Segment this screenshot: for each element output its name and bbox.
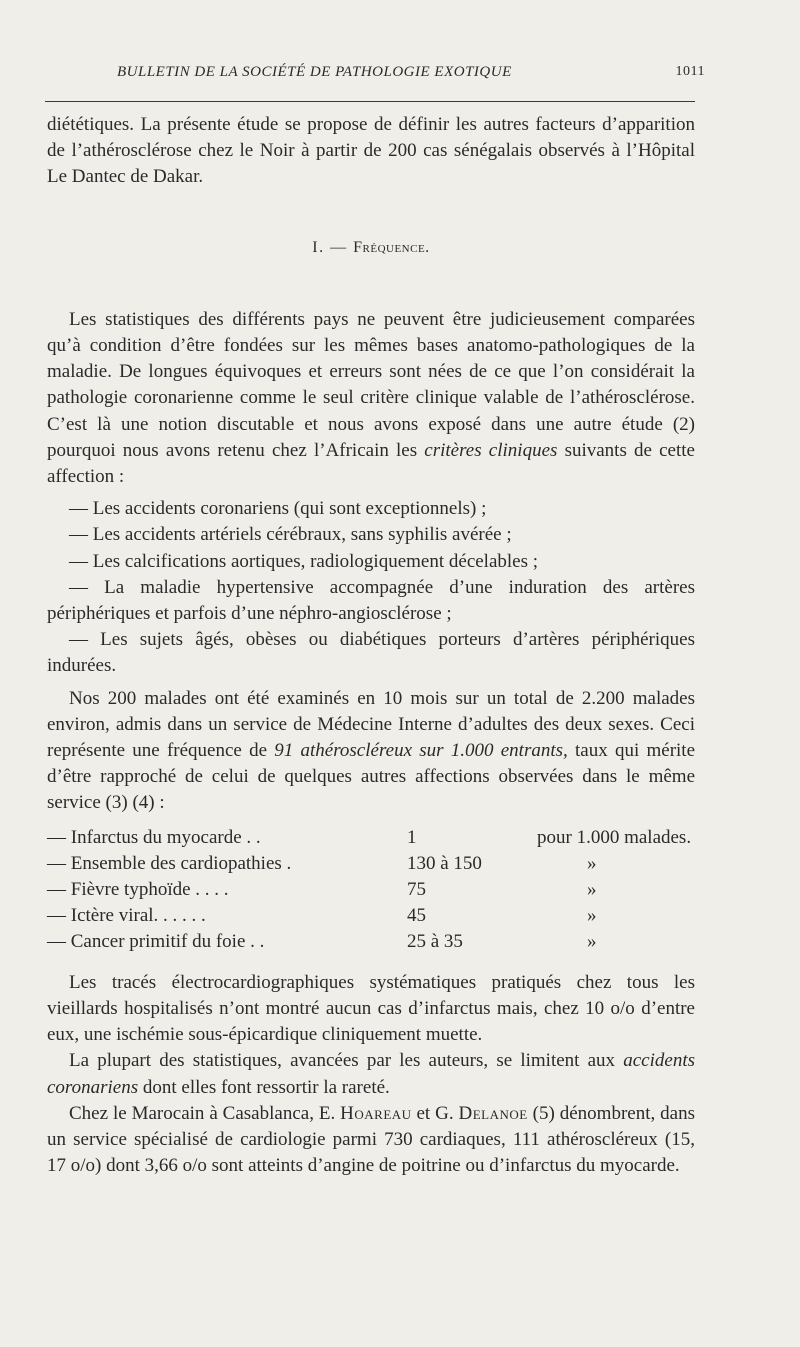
table-cell-unit: » — [587, 931, 597, 953]
table-cell-value: 75 — [407, 879, 426, 901]
emphasis-text: 91 athéroscléreux sur 1.000 entrants, — [274, 740, 568, 762]
table-cell-unit: » — [587, 879, 597, 901]
paragraph-statistics — [47, 1048, 695, 1100]
frequency-table — [47, 825, 695, 956]
table-row — [47, 903, 695, 929]
paragraph-continuation: diététiques. La présente étude se propose de définir les autres facteurs d’apparition de l’athérosclérose chez le Noir à partir de 200 cas sénégalais observés à l’Hôpital Le Dantec de Dakar. — [47, 114, 695, 188]
emphasis-text: accidents coronariens — [47, 1050, 695, 1098]
running-title: BULLETIN DE LA SOCIÉTÉ DE PATHOLOGIE EXOTIQUE — [117, 64, 512, 80]
paragraph-text: La plupart des statistiques, avancées par les auteurs, se limitent aux — [69, 1050, 624, 1072]
table-cell-label: — Ictère viral. . . . . . — [47, 905, 206, 927]
paragraph-text: taux qui mérite d’être rapproché de celui de quelques autres affections observées dans le même service (3) (4) : — [47, 740, 696, 814]
section-number: I. — — [312, 238, 348, 256]
emphasis-text: critères cliniques — [424, 439, 558, 461]
author-name: Hoareau — [340, 1102, 412, 1124]
table-cell-value: 25 à 35 — [407, 931, 463, 953]
criteria-item: — Les sujets âgés, obèses ou diabétiques porteurs d’artères périphériques indurées. — [47, 629, 695, 677]
table-row — [47, 825, 695, 851]
table-cell-label: — Infarctus du myocarde . . — [47, 826, 261, 848]
paragraph-ecg: Les tracés électrocardiographiques systématiques pratiqués chez tous les vieillards hospitalisés n’ont montré aucun cas d’infarctus mais, chez 10 o/o d’entre eux, une ischémie sous-épicardique cliniquement muette. — [47, 971, 695, 1046]
paragraph-text: Nos 200 malades ont été examinés en 10 mois sur un total de 2.200 malades environ, admis dans un service de Médecine Interne d’adultes des deux sexes. Ceci représente une fréquence de — [47, 687, 695, 762]
criteria-item: — La maladie hypertensive accompagnée d’une induration des artères périphériques et parfois d’une néphro-angiosclérose ; — [47, 576, 695, 625]
paragraph-morocco — [47, 1101, 695, 1180]
paragraph-text: Les statistiques des différents pays ne peuvent être judicieusement comparées qu’à condition d’être fondées sur les mêmes bases anatomo-pathologiques de la maladie. De longues équivoques et erreurs sont nées de ce que l’on considérait la pathologie coronarienne comme le seul critère clinique valable de l’athérosclérose. C’est là une notion discutable et nous avons exposé dans une autre étude (2) pourquoi nous avons retenu chez l’Africain les — [47, 308, 695, 461]
table-row — [47, 929, 695, 955]
paragraph-criteria-intro — [47, 307, 695, 490]
table-cell-value: 130 à 150 — [407, 852, 482, 874]
table-cell-value: 1 — [407, 826, 417, 848]
table-cell-unit: » — [587, 852, 597, 874]
table-cell-label: — Fièvre typhoïde . . . . — [47, 879, 229, 901]
header-rule — [45, 101, 695, 102]
criteria-item: — Les accidents coronariens (qui sont exceptionnels) ; — [69, 498, 487, 520]
criteria-item: — Les calcifications aortiques, radiologiquement décelables ; — [69, 550, 539, 572]
paragraph-text: dont elles font ressortir la rareté. — [138, 1076, 390, 1098]
section-title: Fréquence. — [353, 238, 430, 256]
paragraph-frequency — [47, 686, 695, 817]
table-cell-unit: » — [587, 905, 597, 927]
table-row — [47, 851, 695, 877]
criteria-item: — Les accidents artériels cérébraux, sans syphilis avérée ; — [69, 524, 512, 546]
paragraph-text: (5) dénombrent, dans un service spécialisé de cardiologie parmi 730 cardiaques, 111 athéroscléreux (15, 17 o/o) dont 3,66 o/o sont atteints d’angine de poitrine ou d’infarctus du myocarde. — [47, 1102, 695, 1177]
body-text — [47, 112, 695, 1179]
table-cell-label: — Cancer primitif du foie . . — [47, 931, 265, 953]
paragraph-text: Chez le Marocain à Casablanca, E. — [69, 1102, 341, 1124]
table-cell-value: 45 — [407, 905, 426, 927]
section-heading — [47, 235, 695, 261]
author-name: Delanoe — [458, 1102, 528, 1124]
table-cell-unit: pour 1.000 malades. — [537, 826, 692, 848]
paragraph-text: suivants de cette affection : — [47, 439, 695, 488]
table-cell-label: — Ensemble des cardiopathies . — [47, 852, 292, 874]
table-row — [47, 877, 695, 903]
paragraph-text: et G. — [411, 1102, 459, 1124]
page-number: 1011 — [675, 64, 705, 79]
